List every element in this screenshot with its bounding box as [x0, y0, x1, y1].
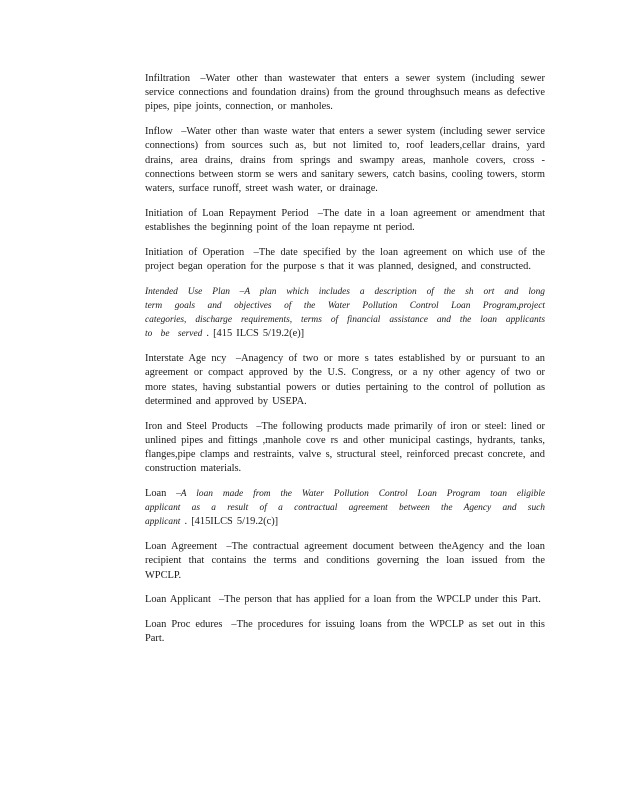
definition-text: –The person that has applied for a loan from the WPCLP under this Part.: [218, 594, 541, 606]
definition-term: Loan Proc edures: [145, 619, 223, 631]
definition-term: Loan Agreement: [145, 541, 218, 553]
definition-initiation-of-operation: [145, 246, 545, 274]
statute-citation: . [415ILCS 5/19.2(c)]: [184, 516, 279, 528]
definition-text: –Water other than wastewater that enters a sewer system (including sewer service connections and foundation drains) from the ground throughsuch means as defective pipes, pipe joints, connection, or manholes.: [145, 73, 545, 113]
definition-loan-applicant: [145, 593, 545, 607]
definition-text: –The date specified by the loan agreement on which use of the project began operation for the purpose s that it was planned, designed, and constructed.: [145, 246, 545, 273]
definition-term: Initiation of Loan Repayment Period: [145, 207, 309, 219]
definition-loan-procedures: [145, 618, 545, 646]
definition-term: Iron and Steel Products: [145, 420, 248, 432]
definition-term: Inflow: [145, 126, 173, 138]
definition-inflow: [145, 125, 545, 196]
definition-text: –The contractual agreement document between theAgency and the loan recipient that contains the terms and conditions governing the loan issued from the WPCLP.: [145, 541, 545, 581]
definition-loan-agreement: [145, 540, 545, 583]
definition-initiation-of-loan-repayment-period: [145, 207, 545, 235]
definition-term: Loan Applicant: [145, 594, 211, 606]
definition-term: Intended Use Plan: [145, 286, 230, 297]
definition-term: Interstate Age ncy: [145, 353, 227, 365]
definitions-list: [145, 72, 545, 657]
definition-intended-use-plan: [145, 285, 545, 342]
definition-infiltration: [145, 72, 545, 115]
definition-term: Infiltration: [145, 73, 191, 84]
definition-loan: [145, 487, 545, 530]
definition-term: Loan: [145, 488, 167, 500]
definition-text: –The following products made primarily of iron or steel: lined or unlined pipes and fittings ,manhole cove rs and other municipal castings, hydrants, tanks, flanges,pipe clamps and restraints, valve s, structural steel, reinforced precast concrete, and construction materials.: [145, 420, 546, 475]
definition-text: –The procedures for issuing loans from the WPCLP as set out in this Part.: [145, 619, 545, 645]
statute-citation: . [415 ILCS 5/19.2(e)]: [206, 328, 305, 340]
definition-iron-and-steel-products: [145, 420, 545, 477]
definition-text: –The date in a loan agreement or amendment that establishes the beginning point of the loan repayme nt period.: [145, 207, 545, 234]
definition-text-statutory: –A plan which includes a description of the sh ort and long term goals and objectives of the Water Pollution Control Loan Program,project categories, discharge requirements, terms of financial assistance and the loan applicants to be served: [145, 286, 545, 340]
definition-text-statutory: –A loan made from the Water Pollution Control Loan Program toan eligible applicant as a result of a contractual agreement between the Agency and such applicant: [145, 489, 545, 528]
definition-text: –Water other than waste water that enters a sewer system (including sewer service connections) from sources such as, but not limited to, roof leaders,cellar drains, yard drains, area drains, drains from springs and swampy areas, manhole covers, cross -connections between storm se wers and sanitary sewers, catch basins, cooling towers, storm waters, surface runoff, street wash water, or drainage.: [145, 126, 546, 195]
definition-text: –Anagency of two or more s tates established by or pursuant to an agreement or compact approved by the U.S. Congress, or a ny other agency of two or more states, having substantial powers or duties pertaining to the control of pollution as determined and approved by USEPA.: [145, 353, 545, 407]
definition-term: Initiation of Operation: [145, 246, 245, 258]
definition-interstate-agency: [145, 352, 545, 409]
